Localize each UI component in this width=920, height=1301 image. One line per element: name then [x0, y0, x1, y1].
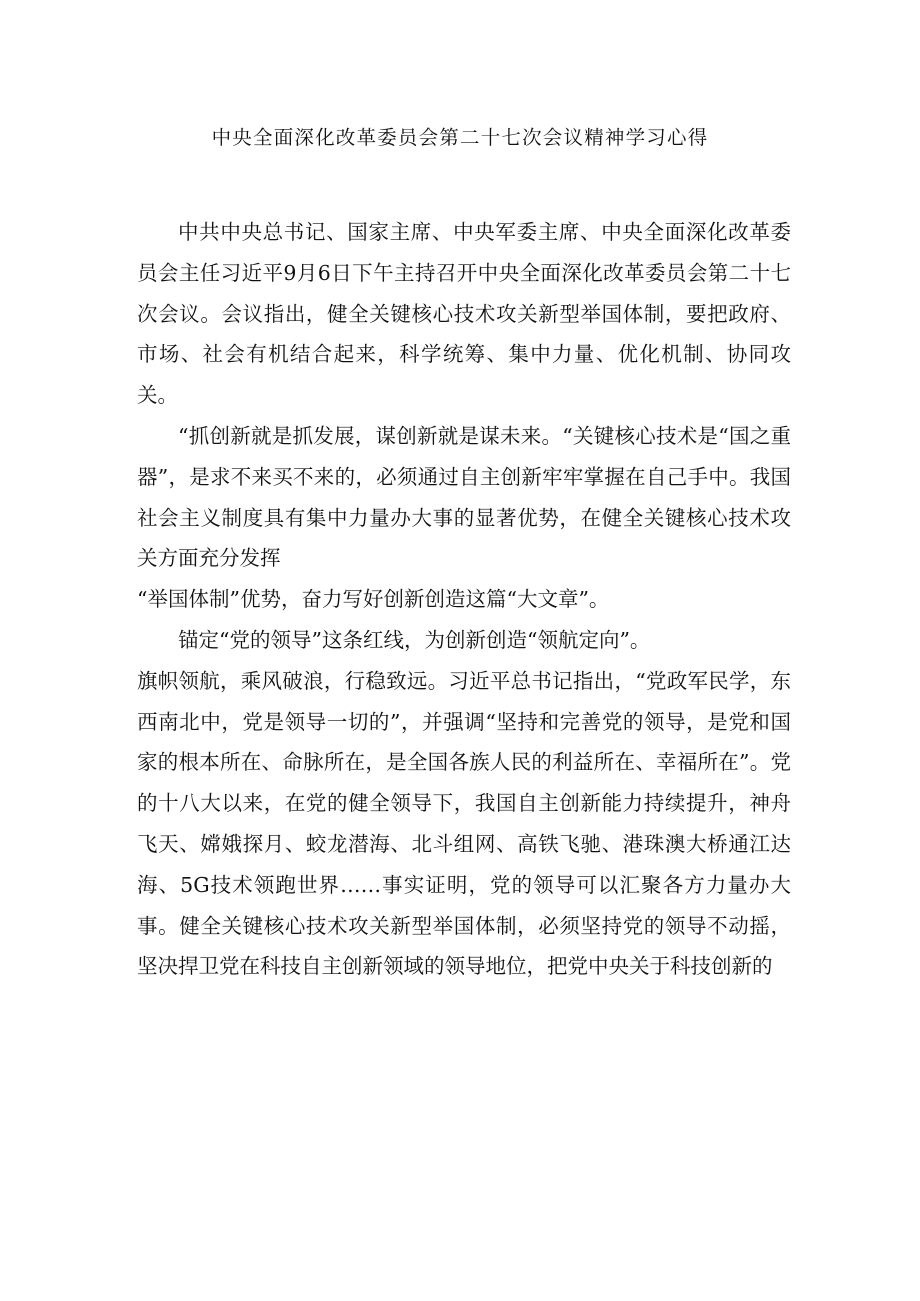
paragraph-4: 锚定“党的领导”这条红线，为创新创造“领航定向”。	[178, 627, 651, 652]
document-title: 中央全面深化改革委员会第二十七次会议精神学习心得	[211, 126, 709, 149]
paragraph-5: 旗帜领航，乘风破浪，行稳致远。习近平总书记指出，“党政军民学，东西南北中，党是领导一切的”，并强调“坚持和完善党的领导，是党和国家的根本所在、命脉所在，是全国各族人民的利益所在、幸福所在”。党的十八大以来，在党的健全领导下，我国自主创新能力持续提升，神舟飞天、嫦娥探月、蛟龙潜海、北斗组网、高铁飞驰、港珠澳大桥通江达海、5G技术领跑世界……事实证明，党的领导可以汇聚各方力量办大事。健全关键核心技术攻关新型举国体制，必须坚持党的领导不动摇，坚决捍卫党在科技自主创新领域的领导地位，把党中央关于科技创新的	[137, 668, 791, 979]
paragraph-2: “抓创新就是抓发展，谋创新就是谋未来。“关键核心技术是“国之重器”，是求不来买不来的，必须通过自主创新牢牢掌握在自己手中。我国社会主义制度具有集中力量办大事的显著优势，在健全关键核心技术攻关方面充分发挥	[137, 423, 791, 571]
document-body	[137, 212, 791, 987]
paragraph-1: 中共中央总书记、国家主席、中央军委主席、中央全面深化改革委员会主任习近平9月6日下午主持召开中央全面深化改革委员会第二十七次会议。会议指出，健全关键核心技术攻关新型举国体制，要把政府、市场、社会有机结合起来，科学统筹、集中力量、优化机制、协同攻关。	[137, 220, 791, 408]
paragraph-3: “举国体制”优势，奋力写好创新创造这篇“大文章”。	[137, 587, 610, 612]
